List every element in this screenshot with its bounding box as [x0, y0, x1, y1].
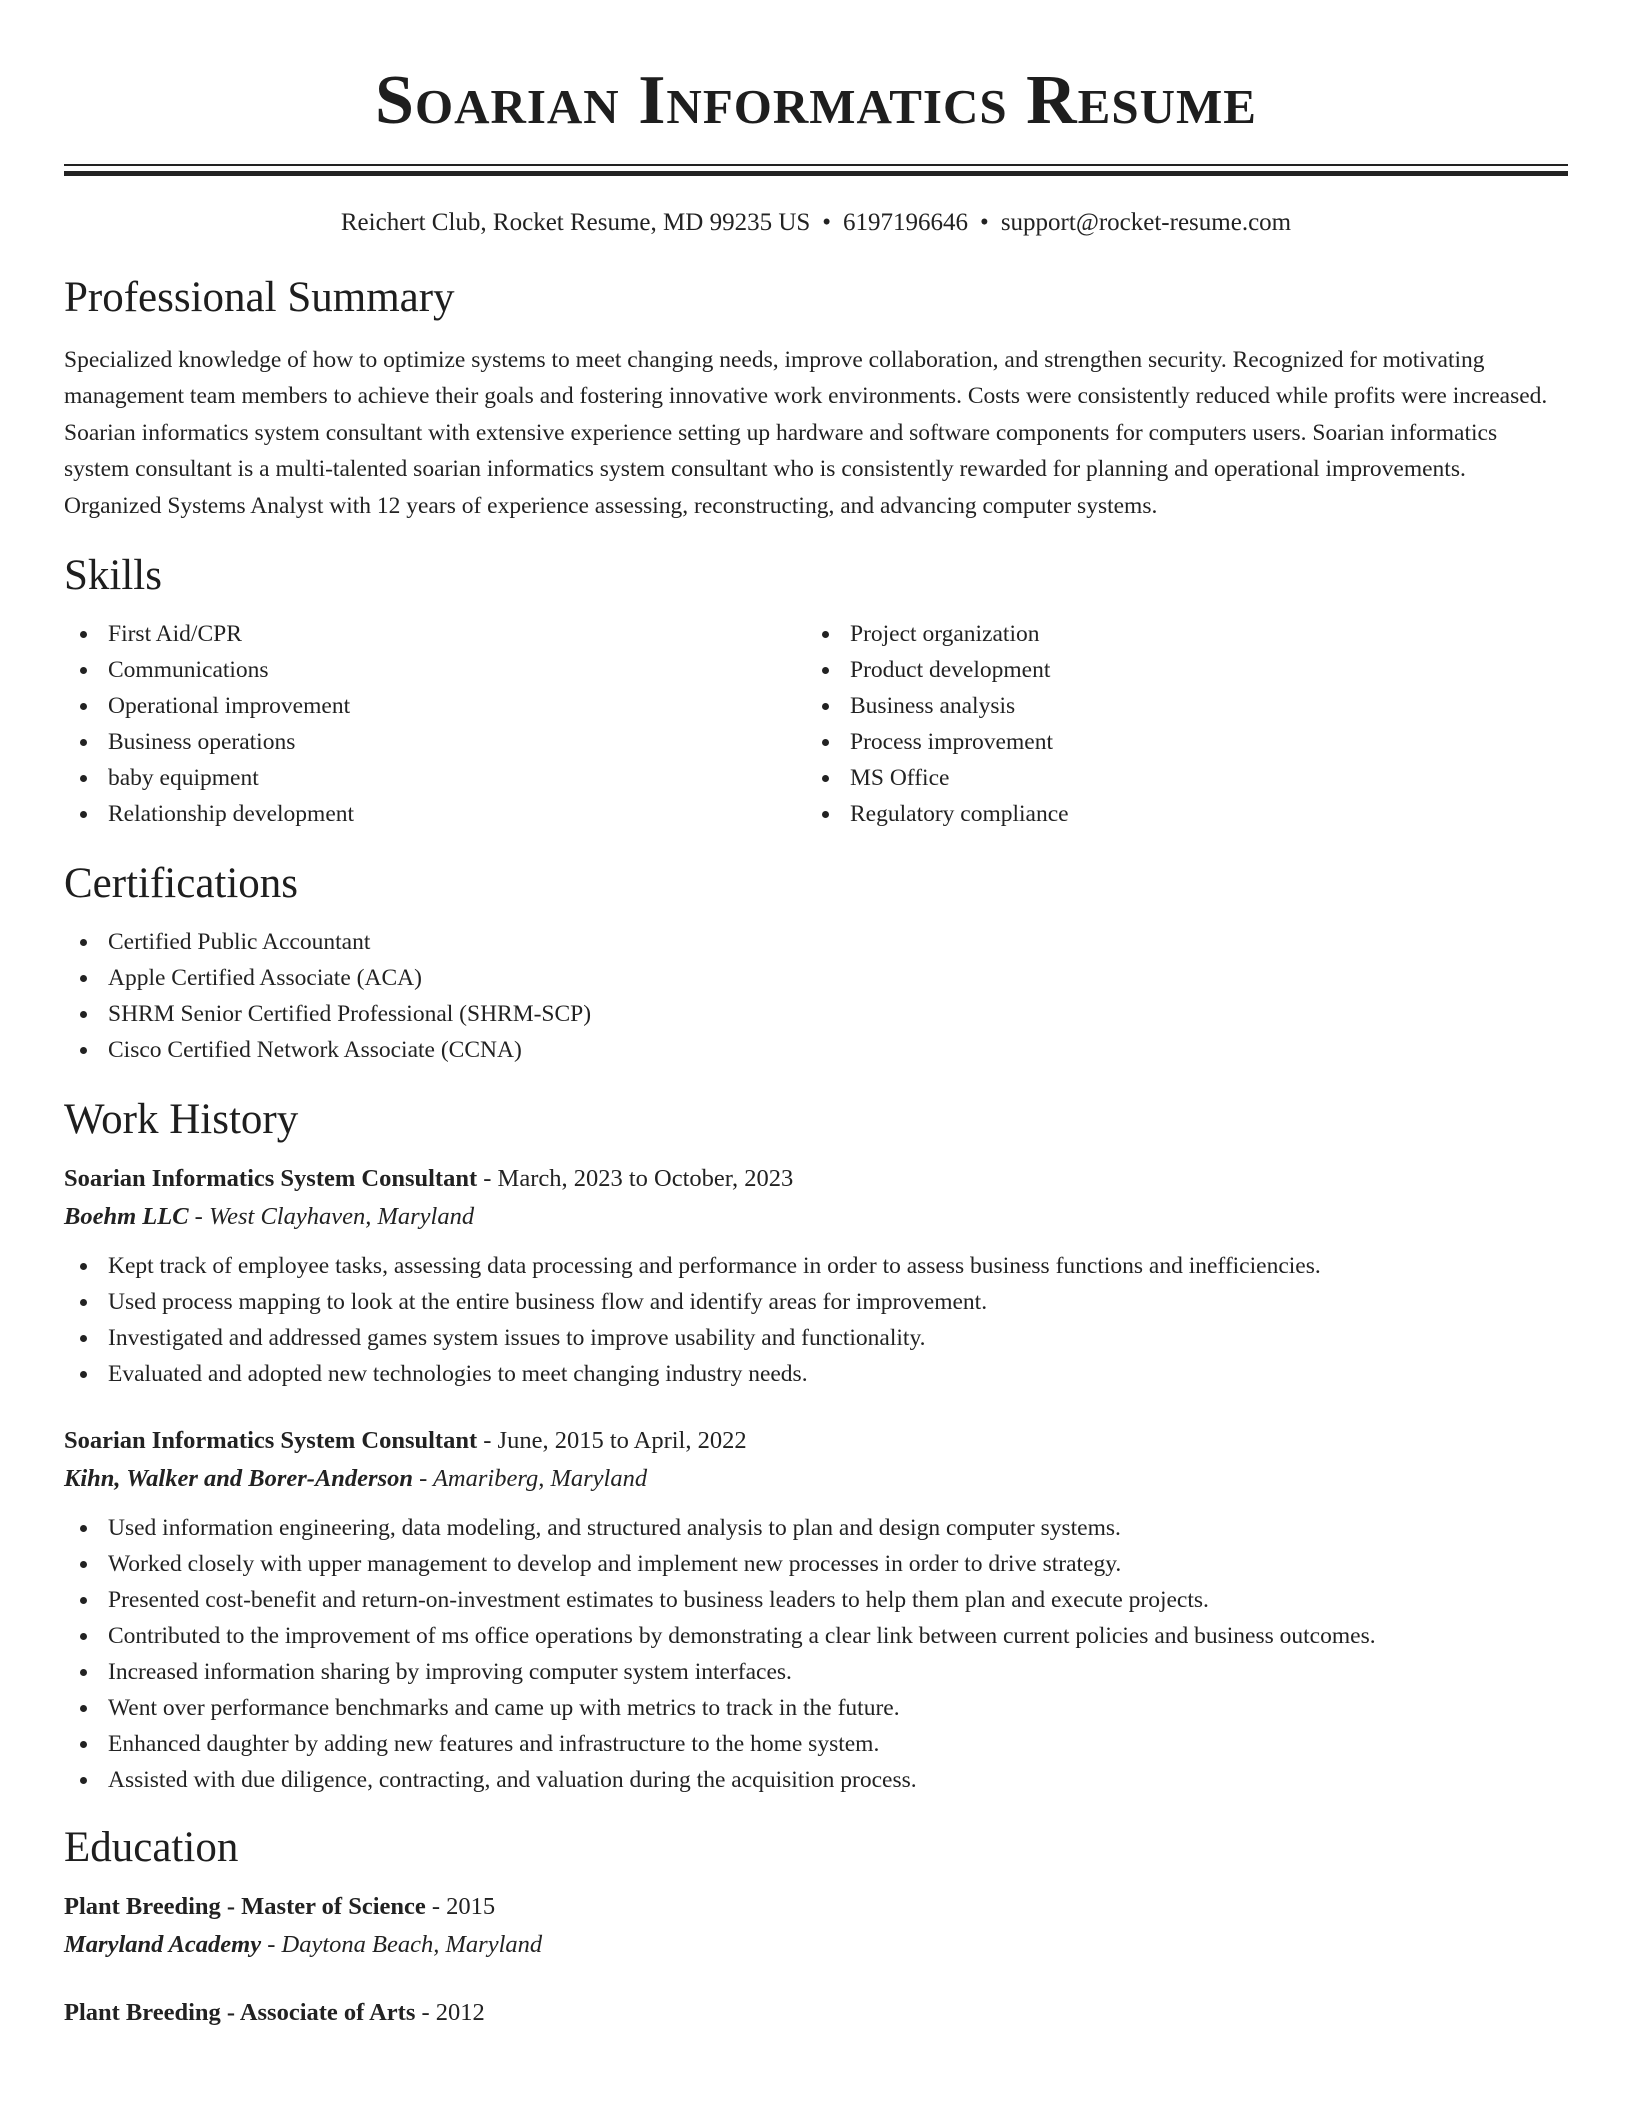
degree-line	[64, 1994, 1568, 2032]
degree-name: Plant Breeding - Associate of Arts	[64, 1999, 416, 2027]
contact-address: Reichert Club, Rocket Resume, MD 99235 US	[340, 209, 811, 236]
summary-text: Specialized knowledge of how to optimize systems to meet changing needs, improve collaboration, and strengthen security. Recognized for motivating management team members to achieve their goals and fostering innovative work environments. Costs were consistently reduced while profits were increased. Soarian informatics system consultant with extensive experience setting up hardware and software components for computers users. Soarian informatics system consultant is a multi-talented soarian informatics system consultant who is consistently rewarded for planning and operational improvements. Organized Systems Analyst with 12 years of experience assessing, reconstructing, and advancing computer systems.	[64, 347, 1548, 519]
skill-item: baby equipment	[64, 760, 806, 796]
job-bullets	[64, 1248, 1568, 1392]
job-dates: - March, 2023 to October, 2023	[477, 1165, 794, 1193]
job-bullet: Kept track of employee tasks, assessing data processing and performance in order to assess business functions and inefficiencies.	[64, 1248, 1568, 1284]
job-title-line	[64, 1422, 1568, 1460]
job-bullet: Contributed to the improvement of ms office operations by demonstrating a clear link between current policies and business outcomes.	[64, 1618, 1568, 1654]
skills-columns	[64, 616, 1568, 832]
education-entry	[64, 1994, 1568, 2032]
degree-year: - 2012	[415, 1999, 485, 2027]
job-bullet: Used process mapping to look at the entire business flow and identify areas for improvement.	[64, 1284, 1568, 1320]
education-entry	[64, 1888, 1568, 1964]
skill-item: Relationship development	[64, 796, 806, 832]
company-name: Boehm LLC	[64, 1203, 189, 1231]
company-name: Kihn, Walker and Borer-Anderson	[64, 1465, 413, 1493]
certification-item: Certified Public Accountant	[64, 924, 1568, 960]
certifications-list	[64, 924, 1568, 1068]
work-history-section	[64, 1094, 1568, 1798]
job-title: Soarian Informatics System Consultant	[64, 1165, 478, 1193]
section-heading-summary: Professional Summary	[64, 274, 455, 321]
contact-line	[64, 206, 1568, 240]
job-dates: - June, 2015 to April, 2022	[477, 1427, 747, 1455]
title-divider-thick	[64, 171, 1568, 176]
school-location: - Daytona Beach, Maryland	[261, 1931, 543, 1959]
job-bullet: Assisted with due diligence, contracting, and valuation during the acquisition process.	[64, 1762, 1568, 1798]
job-bullets	[64, 1510, 1568, 1798]
skill-item: Regulatory compliance	[806, 796, 1548, 832]
skill-item: Business operations	[64, 724, 806, 760]
company-line	[64, 1460, 1568, 1498]
section-heading-skills: Skills	[64, 552, 162, 600]
company-line	[64, 1198, 1568, 1236]
skills-list-left	[64, 616, 806, 832]
certifications-section	[64, 858, 1568, 1068]
job-bullet: Used information engineering, data modeling, and structured analysis to plan and design computer systems.	[64, 1510, 1568, 1546]
skills-section	[64, 550, 1568, 832]
education-section	[64, 1822, 1568, 2032]
section-heading-education: Education	[64, 1824, 239, 1872]
job-entry	[64, 1160, 1568, 1392]
skill-item: Product development	[806, 652, 1548, 688]
contact-phone: 6197196646	[843, 209, 969, 236]
contact-separator: •	[980, 209, 989, 236]
title-divider-thin	[64, 164, 1568, 166]
skill-item: Business analysis	[806, 688, 1548, 724]
skill-item: Operational improvement	[64, 688, 806, 724]
job-title: Soarian Informatics System Consultant	[64, 1427, 478, 1455]
degree-line	[64, 1888, 1568, 1926]
skill-item: Process improvement	[806, 724, 1548, 760]
professional-summary-section	[64, 272, 1568, 524]
contact-email: support@rocket-resume.com	[1000, 209, 1292, 236]
skills-list-right	[806, 616, 1548, 832]
resume-title: Soarian Informatics Resume	[375, 62, 1257, 139]
job-bullet: Evaluated and adopted new technologies to meet changing industry needs.	[64, 1356, 1568, 1392]
skill-item: First Aid/CPR	[64, 616, 806, 652]
section-heading-work-history: Work History	[64, 1096, 299, 1144]
company-location: - Amariberg, Maryland	[413, 1465, 648, 1493]
job-bullet: Enhanced daughter by adding new features and infrastructure to the home system.	[64, 1726, 1568, 1762]
company-location: - West Clayhaven, Maryland	[188, 1203, 475, 1231]
skill-item: MS Office	[806, 760, 1548, 796]
section-heading-certifications: Certifications	[64, 860, 299, 908]
job-bullet: Presented cost-benefit and return-on-investment estimates to business leaders to help them plan and execute projects.	[64, 1582, 1568, 1618]
skill-item: Project organization	[806, 616, 1548, 652]
certification-item: SHRM Senior Certified Professional (SHRM-SCP)	[64, 996, 1568, 1032]
school-name: Maryland Academy	[64, 1931, 262, 1959]
school-line	[64, 1926, 1568, 1964]
degree-year: - 2015	[425, 1893, 496, 1921]
certification-item: Cisco Certified Network Associate (CCNA)	[64, 1032, 1568, 1068]
job-bullet: Went over performance benchmarks and came up with metrics to track in the future.	[64, 1690, 1568, 1726]
degree-name: Plant Breeding - Master of Science	[64, 1893, 426, 1921]
job-bullet: Worked closely with upper management to develop and implement new processes in order to drive strategy.	[64, 1546, 1568, 1582]
certification-item: Apple Certified Associate (ACA)	[64, 960, 1568, 996]
job-bullet: Investigated and addressed games system issues to improve usability and functionality.	[64, 1320, 1568, 1356]
skill-item: Communications	[64, 652, 806, 688]
job-bullet: Increased information sharing by improving computer system interfaces.	[64, 1654, 1568, 1690]
job-entry	[64, 1422, 1568, 1798]
job-title-line	[64, 1160, 1568, 1198]
contact-separator: •	[822, 209, 832, 236]
